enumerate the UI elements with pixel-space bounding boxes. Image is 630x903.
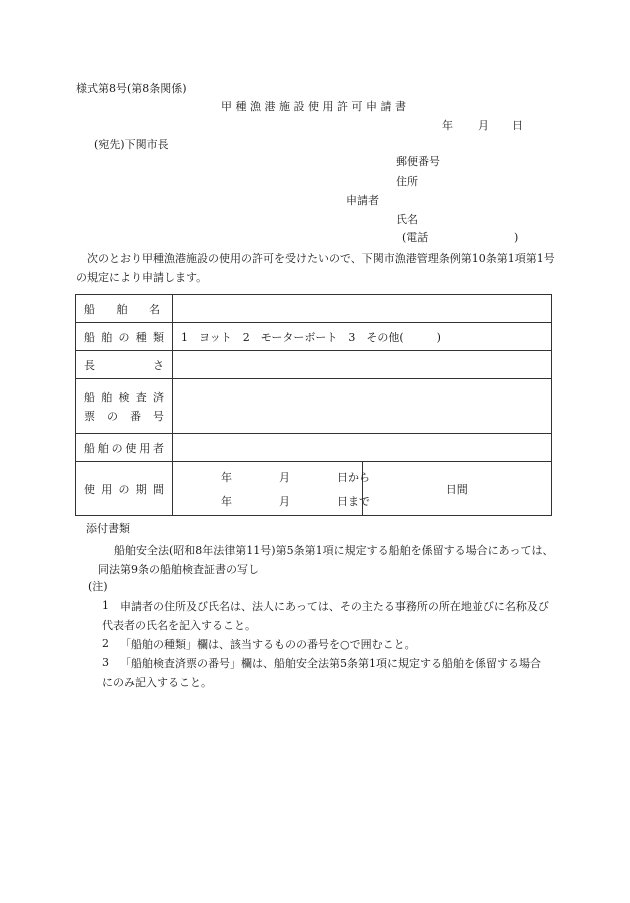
applicant-label: 申請者 <box>346 194 379 207</box>
ship-type-row <box>76 323 552 351</box>
period-to-year: 年 <box>221 494 232 508</box>
note-number: 3 <box>102 656 109 669</box>
user-label: 船 舶 の 使 用 者 <box>76 434 173 462</box>
period-from-month: 月 <box>279 470 290 484</box>
note-number: 1 <box>102 599 109 612</box>
period-from-suffix: 日から <box>337 470 370 484</box>
inspection-row <box>76 379 552 434</box>
postal-code-label: 郵便番号 <box>396 155 440 168</box>
intro-text: 次のとおり甲種漁港施設の使用の許可を受けたいので、下関市漁港管理条例第10条第1項第1号の規定により申請します。 <box>76 252 555 284</box>
application-table <box>75 294 552 516</box>
note-text: 申請者の住所及び氏名は、法人にあっては、その主たる事務所の所在地並びに名称及び代表者の氏名を記入すること。 <box>102 600 549 632</box>
period-label: 使 用 の 期 間 <box>76 462 173 516</box>
period-from-year: 年 <box>221 470 232 484</box>
address-label: 住所 <box>396 175 418 188</box>
ship-name-row <box>76 295 552 323</box>
period-to-month: 月 <box>279 494 290 508</box>
ship-type-options[interactable]: 1 ヨット 2 モーターボート 3 その他( ) <box>173 323 552 351</box>
form-number: 様式第8号(第8条関係) <box>76 82 187 95</box>
ship-name-value[interactable] <box>173 295 552 323</box>
date-day: 日 <box>512 119 523 132</box>
length-label: 長 さ <box>76 351 173 379</box>
addressee: (宛先)下関市長 <box>94 138 169 151</box>
period-dates[interactable] <box>173 462 370 516</box>
date-month: 月 <box>478 119 489 132</box>
phone-close: ) <box>514 231 519 244</box>
note-text: 「船舶検査済票の番号」欄は、船舶安全法第5条第1項に規定する船舶を係留する場合にのみ記入すること。 <box>102 657 541 689</box>
inspection-value[interactable] <box>173 379 552 434</box>
ship-name-label: 船 舶 名 <box>76 295 173 323</box>
length-row <box>76 351 552 379</box>
length-value[interactable] <box>173 351 552 379</box>
inspection-label: 船 舶 検 査 済 票 の 番 号 <box>76 379 173 434</box>
date-year: 年 <box>442 119 453 132</box>
period-days[interactable]: 日間 <box>362 462 552 516</box>
period-to-suffix: 日まで <box>337 494 370 508</box>
attachments-heading: 添付書類 <box>86 522 130 535</box>
user-value[interactable] <box>173 434 552 462</box>
note-number: 2 <box>102 637 109 650</box>
ship-type-label: 船 舶 の 種 類 <box>76 323 173 351</box>
user-row <box>76 434 552 462</box>
phone-label: (電話 <box>402 231 429 244</box>
page-title: 甲種漁港施設使用許可申請書 <box>221 100 410 113</box>
notes-heading: (注) <box>88 580 108 593</box>
attachments-text: 船舶安全法(昭和8年法律第11号)第5条第1項に規定する船舶を係留する場合にあっては、同法第9条の船舶検査証書の写し <box>98 544 554 576</box>
name-label: 氏名 <box>396 213 418 226</box>
note-text: 「船舶の種類」欄は、該当するものの番号を○で囲むこと。 <box>120 638 416 651</box>
period-row <box>76 462 552 516</box>
